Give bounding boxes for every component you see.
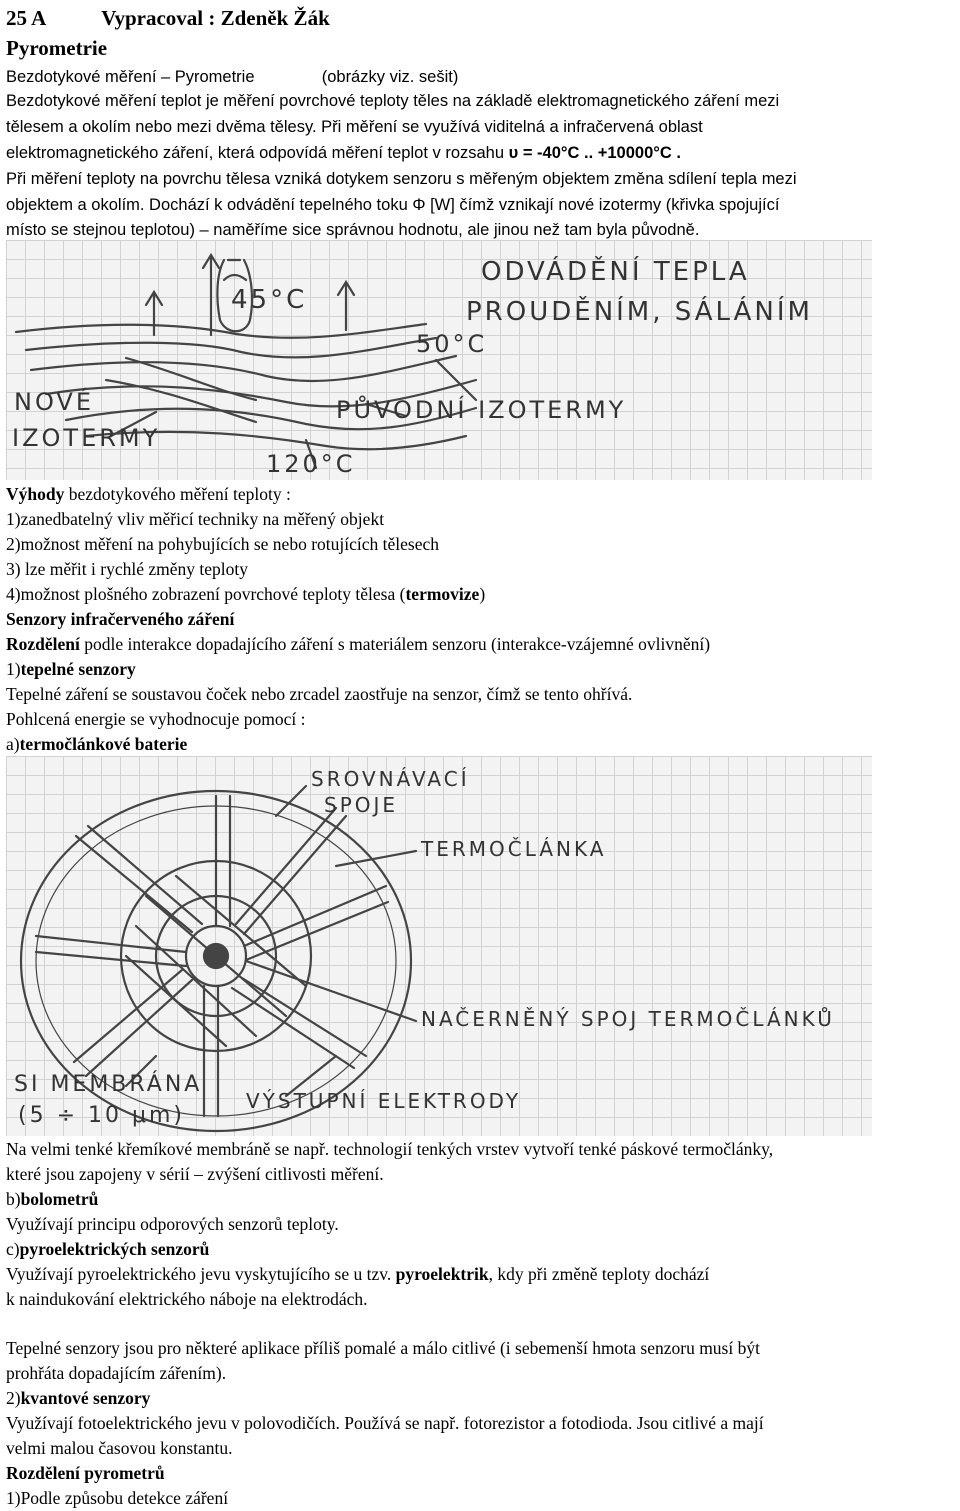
sketch2-label-blackened: NAČERNĚNÝ SPOJ TERMOČLÁNKŮ — [421, 1007, 835, 1031]
sketch1-label-isotherms: IZOTERMY — [12, 424, 161, 452]
sketch2-label-reference: SROVNÁVACÍ — [311, 767, 470, 791]
isotherm-sketch — [6, 240, 872, 480]
sketch1-label-45c: 45°C — [231, 285, 308, 315]
thermal-limits-line-1: Tepelné senzory jsou pro některé aplikace příliš pomalé a málo citlivé (i sebemenší hmota senzoru musí být — [6, 1338, 760, 1358]
isotherm-drawing — [6, 240, 872, 480]
advantages-heading-rest: bezdotykového měření teploty : — [64, 484, 291, 504]
advantages-heading-bold: Výhody — [6, 484, 65, 504]
advantage-item-4-term: termovize — [405, 584, 480, 604]
sketch1-label-50c: 50°C — [416, 330, 488, 358]
thermopile-heading — [6, 734, 187, 754]
advantage-item-4-text: 4)možnost plošného zobrazení povrchové teploty tělesa ( — [6, 584, 406, 604]
thermal-limits-line-2: prohřáta dopadajícím zářením). — [6, 1363, 227, 1383]
intro-range-value: υ = -40°C .. +10000°C . — [508, 144, 681, 162]
thermopile-sketch — [6, 756, 872, 1136]
pyroelectric-heading — [6, 1239, 209, 1259]
intro-line-6: objektem a okolím. Dochází k odvádění tepelného toku Φ [W] čímž vznikají nové izotermy (křivka spojující — [6, 196, 780, 214]
thermopile-label: termočlánkové baterie — [19, 734, 188, 754]
intro-line-2: Bezdotykové měření teplot je měření povrchové teploty těles na základě elektromagnetického záření mezi — [6, 92, 780, 110]
sketch1-label-new: NOVÉ — [14, 388, 95, 416]
bolometer-desc: Využívají principu odporových senzorů teploty. — [6, 1214, 339, 1234]
sketch2-label-electrodes: VÝSTUPNÍ ELEKTRODY — [246, 1089, 522, 1113]
sketch1-label-heat-removal: ODVÁDĚNÍ TEPLA — [481, 257, 750, 287]
sensors-division — [6, 634, 710, 654]
thermal-sensors-heading — [6, 659, 136, 679]
page-title: Pyrometrie — [6, 36, 108, 60]
quantum-sensors-heading — [6, 1388, 150, 1408]
pyroelectric-desc-1 — [6, 1264, 709, 1284]
bolometer-label: bolometrů — [20, 1189, 99, 1209]
quantum-sensors-number: 2) — [6, 1388, 21, 1408]
advantage-item-4 — [6, 584, 485, 604]
intro-line-4 — [6, 143, 681, 163]
author-line: Vypracoval : Zdeněk Žák — [101, 6, 330, 30]
intro-range-text: elektromagnetického záření, která odpovídá měření teplot v rozsahu — [6, 144, 509, 162]
thermal-sensors-label: tepelné senzory — [20, 659, 136, 679]
sensors-heading: Senzory infračerveného záření — [6, 609, 235, 629]
thermal-sensors-desc: Tepelné záření se soustavou čoček nebo zrcadel zaostřuje na senzor, čímž se tento ohřívá. — [6, 684, 633, 704]
pyroelectric-term: pyroelektrik — [395, 1264, 489, 1284]
pyroelectric-desc-a: Využívají pyroelektrického jevu vyskytujícího se u tzv. — [6, 1264, 396, 1284]
advantages-heading — [6, 484, 291, 504]
membrane-line-1: Na velmi tenké křemíkové membráně se např. technologií tenkých vrstev vytvoří tenké páskové termočlánky, — [6, 1139, 774, 1159]
pyroelectric-desc-c: , kdy při změně teploty dochází — [488, 1264, 710, 1284]
pyrometer-division-item-1: 1)Podle způsobu detekce záření — [6, 1488, 229, 1508]
bolometer-letter: b) — [6, 1189, 21, 1209]
pyroelectric-label: pyroelektrických senzorů — [19, 1239, 210, 1259]
bolometer-heading — [6, 1189, 98, 1209]
pyroelectric-letter: c) — [6, 1239, 20, 1259]
thermal-sensors-eval: Pohlcená energie se vyhodnocuje pomocí : — [6, 709, 306, 729]
intro-line-5: Při měření teploty na povrchu tělesa vzniká dotykem senzoru s měřeným objektem změna sdílení tepla mezi — [6, 170, 797, 188]
intro-topic: Bezdotykové měření – Pyrometrie — [6, 68, 255, 86]
advantage-item-1: 1)zanedbatelný vliv měřicí techniky na měřený objekt — [6, 509, 385, 529]
advantage-item-3: 3) lze měřit i rychlé změny teploty — [6, 559, 248, 579]
quantum-desc-2: velmi malou časovou konstantu. — [6, 1438, 233, 1458]
advantage-item-2: 2)možnost měření na pohybujících se nebo rotujících tělesech — [6, 534, 439, 554]
sensors-division-bold: Rozdělení — [6, 634, 80, 654]
intro-line-3: tělesem a okolím nebo mezi dvěma tělesy. Při měření se využívá viditelná a infračervená oblast — [6, 118, 703, 136]
document-number: 25 A — [6, 6, 46, 30]
thermal-sensors-number: 1) — [6, 659, 21, 679]
document-header — [6, 6, 330, 30]
sketch1-label-original: PŮVODNÍ IZOTERMY — [336, 396, 627, 424]
intro-note: (obrázky viz. sešit) — [321, 68, 459, 86]
quantum-desc-1: Využívají fotoelektrického jevu v polovodičích. Používá se např. fotorezistor a fotodioda. Jsou citlivé a mají — [6, 1413, 764, 1433]
intro-line-1 — [6, 67, 458, 87]
membrane-line-2: které jsou zapojeny v sérií – zvýšení citlivosti měření. — [6, 1164, 384, 1184]
intro-line-7: místo se stejnou teplotou) – naměříme sice správnou hodnotu, ale jinou než tam byla původně. — [6, 221, 700, 239]
sketch1-label-convection: PROUDĚNÍM, SÁLÁNÍM — [466, 297, 813, 327]
thermopile-drawing — [6, 756, 872, 1136]
thermopile-letter: a) — [6, 734, 20, 754]
sketch2-label-junctions: SPOJE — [324, 793, 399, 817]
pyroelectric-desc-2: k naindukování elektrického náboje na elektrodách. — [6, 1289, 368, 1309]
advantage-item-4-close: ) — [479, 584, 486, 604]
sketch1-label-120c: 120°C — [266, 450, 356, 478]
sketch2-label-thickness: (5 ÷ 10 μm) — [18, 1103, 185, 1128]
quantum-sensors-label: kvantové senzory — [20, 1388, 151, 1408]
pyrometer-division-heading: Rozdělení pyrometrů — [6, 1463, 165, 1483]
sensors-division-rest: podle interakce dopadajícího záření s materiálem senzoru (interakce-vzájemné ovlivnění) — [79, 634, 711, 654]
sketch2-label-membrane: SI MEMBRÁNA — [14, 1072, 203, 1097]
sketch2-label-thermocouple: TERMOČLÁNKA — [421, 837, 607, 861]
